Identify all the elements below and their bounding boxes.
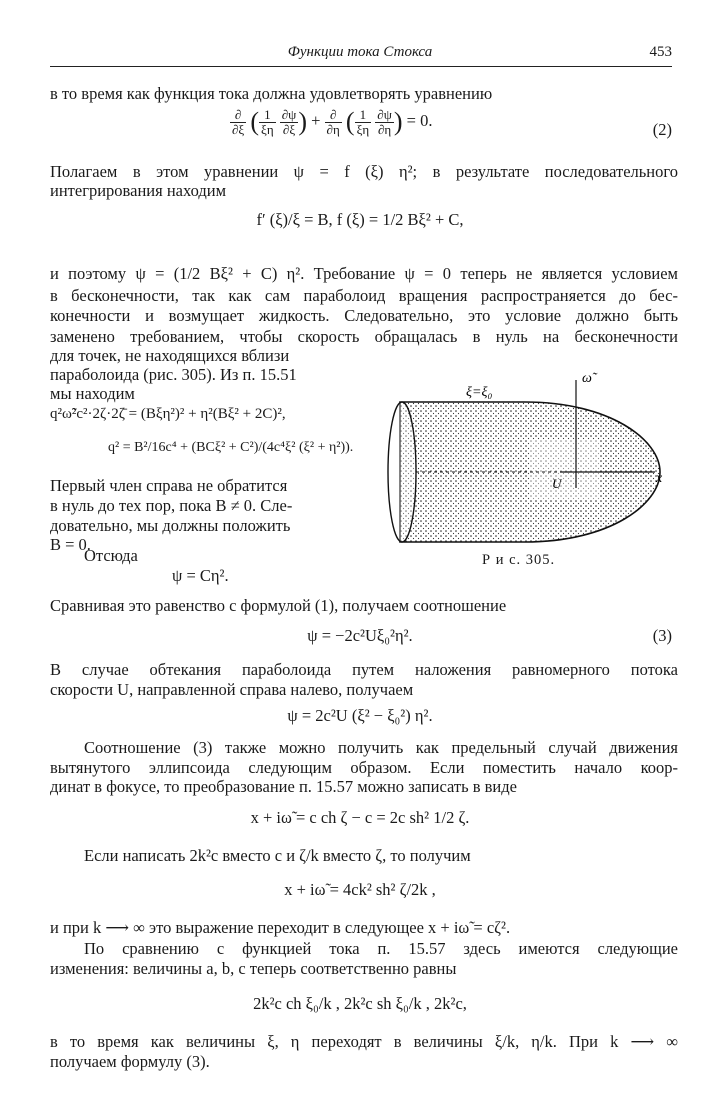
text-line: получаем формулу (3). [50, 1052, 210, 1071]
equation-f: f′ (ξ)/ξ = B, f (ξ) = 1/2 Bξ² + C, [256, 210, 464, 229]
text-line: и при k ⟶ ∞ это выражение переходит в следующее x + iω̃ = cζ². [50, 918, 511, 937]
equation-number-2: (2) [652, 120, 672, 139]
text-line: вытянутого эллипсоида следующим образом. Если поместить начало коор- [50, 758, 678, 777]
text-line: Отсюда [84, 546, 138, 565]
equation-x2: x + iω̃ = 4ck² sh² ζ/2k , [284, 880, 436, 899]
text-line: изменения: величины a, b, c теперь соответственно равны [50, 959, 457, 978]
text-line: мы находим [50, 384, 135, 403]
figure-caption: Р и с. 305. [482, 552, 556, 568]
text-line: и поэтому ψ = (1/2 Bξ² + C) η². Требование ψ = 0 теперь не является условием [50, 264, 678, 283]
text-line: интегрирования находим [50, 181, 227, 200]
equation-x1: x + iω̃ = c ch ζ − c = 2c sh² 1/2 ζ. [250, 808, 470, 827]
xi-label: ξ=ξ₀ [466, 385, 493, 400]
header-rule [50, 66, 672, 67]
text-line: По сравнению с функцией тока п. 15.57 здесь имеются следующие [84, 939, 678, 958]
text-line: Соотношение (3) также можно получить как предельный случай движения [84, 738, 678, 757]
equation-q1: q²ω̃²c²·2ζ·2ζ̄ = (Bξη²)² + η²(Bξ² + 2C)², [50, 406, 286, 422]
omega-axis-label: ω̃ [582, 371, 592, 386]
text-line: скорости U, направленной справа налево, получаем [50, 680, 414, 699]
equation-2: $\frac{\partial}{\partial\xi}$ ( $\frac{1}{\xi\eta}$ $\frac{\partial\psi}{\partial\xi}$ ) + $\frac{\partial}{\partial\eta}$ ( $\frac{1}{\xi\eta}$ $\frac{\partial\psi}{\partial\eta}$ ) = 0. [232, 107, 433, 137]
text-line: Первый член справа не обратится [50, 476, 288, 495]
paraboloid-opening [388, 402, 416, 542]
text-line: Если написать 2k²c вместо c и ζ/k вместо ζ, то получим [84, 846, 471, 865]
text-line: в нуль до тех пор, пока B ≠ 0. Сле- [50, 496, 293, 515]
equation-3: ψ = −2c²Uξ₀²η². [307, 626, 413, 645]
running-header: Функции тока Стокса [287, 44, 433, 60]
equation-q2: q² = B²/16c⁴ + (BCξ² + C²)/(4c⁴ξ² (ξ² + η²)). [108, 440, 354, 455]
text-line: В случае обтекания параболоида путем наложения равномерного потока [50, 660, 678, 679]
page-number: 453 [649, 44, 672, 60]
text-line: для точек, не находящихся вблизи [50, 346, 290, 365]
text-line: заменено требованием, чтобы скорость обращалась в нуль на бесконечности [50, 327, 678, 346]
equation-abc: 2k²c ch ξ₀/k , 2k²c sh ξ₀/k , 2k²c, [253, 994, 467, 1013]
text-line: Сравнивая это равенство с формулой (1), получаем соотношение [50, 596, 507, 615]
text-line: в то время как величины ξ, η переходят в величины ξ/k, η/k. При k ⟶ ∞ [50, 1032, 678, 1051]
equation-psi1: ψ = Cη². [172, 566, 229, 585]
text-line: динат в фокусе, то преобразование п. 15.57 можно записать в виде [50, 777, 517, 796]
equation-psi2: ψ = 2c²U (ξ² − ξ₀²) η². [287, 706, 433, 725]
text-line: довательно, мы должны положить [50, 516, 291, 535]
figure-305 [380, 360, 680, 550]
text-line: в бесконечности, так как сам параболоид вращения распространяется до бес- [50, 286, 678, 305]
x-axis-label: x [656, 471, 663, 486]
equation-number-3: (3) [652, 626, 672, 645]
text-line: B = 0. [50, 535, 91, 554]
text-line: в то время как функция тока должна удовлетворять уравнению [50, 84, 493, 103]
u-label: U [552, 476, 562, 491]
text-line: Полагаем в этом уравнении ψ = f (ξ) η²; в результате последовательного [50, 162, 678, 181]
text-line: конечности и возмущает жидкость. Следовательно, это условие должно быть [50, 306, 678, 325]
text-line: параболоида (рис. 305). Из п. 15.51 [50, 365, 297, 384]
